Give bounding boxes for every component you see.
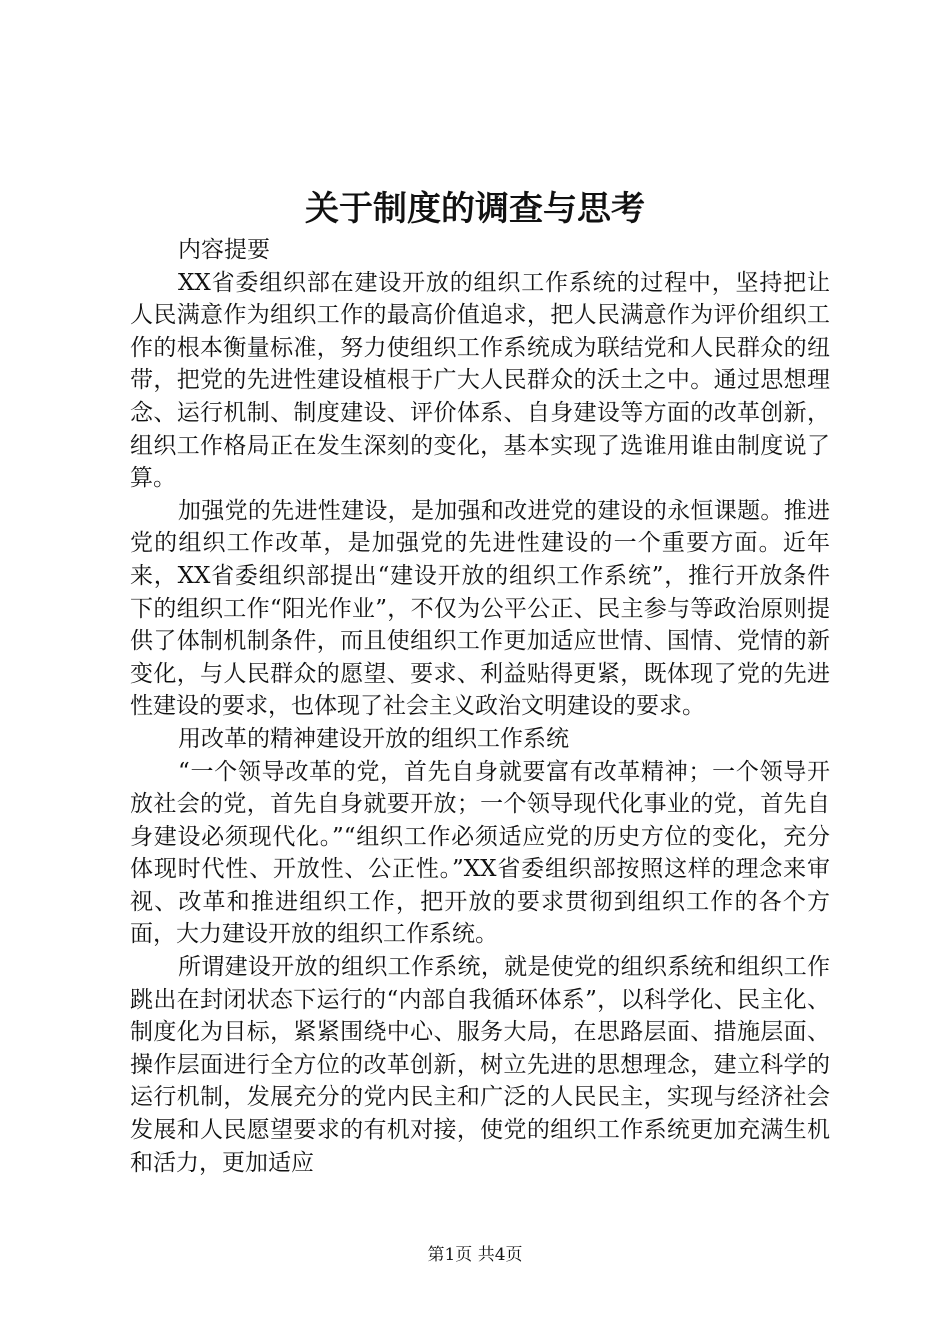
paragraph-summary-heading: 内容提要 [178,237,270,263]
paragraph-quote: “一个领导改革的党，首先自身就要富有改革精神；一个领导开放社会的党，首先自身就要开放；一个领导现代化事业的党，首先自身建设必须现代化。”“组织工作必须适应党的历史方位的变化，充分体现时代性、开放性、公正性。”XX省委组织部按照这样的理念来审视、改革和推进组织工作，把开放的要求贯彻到组织工作的各个方面，大力建设开放的组织工作系统。 [130,758,830,948]
paragraph-summary: XX省委组织部在建设开放的组织工作系统的过程中，坚持把让人民满意作为组织工作的最高价值追求，把人民满意作为评价组织工作的根本衡量标准，努力使组织工作系统成为联结党和人民群众的纽带，把党的先进性建设植根于广大人民群众的沃土之中。通过思想理念、运行机制、制度建设、评价体系、自身建设等方面的改革创新，组织工作格局正在发生深刻的变化，基本实现了选谁用谁由制度说了算。 [130,269,830,492]
paragraph-definition: 所谓建设开放的组织工作系统，就是使党的组织系统和组织工作跳出在封闭状态下运行的“内部自我循环体系”，以科学化、民主化、制度化为目标，紧紧围绕中心、服务大局，在思路层面、措施层面、操作层面进行全方位的改革创新，树立先进的思想理念，建立科学的运行机制，发展充分的党内民主和广泛的人民民主，实现与经济社会发展和人民愿望要求的有机对接，使党的组织工作系统更加充满生机和活力，更加适应 [130,954,830,1176]
document-body [130,234,830,1179]
page-footer: 第1页 共4页 [427,1245,523,1265]
paragraph-intro: 加强党的先进性建设，是加强和改进党的建设的永恒课题。推进党的组织工作改革，是加强党的先进性建设的一个重要方面。近年来，XX省委组织部提出“建设开放的组织工作系统”，推行开放条件下的组织工作“阳光作业”，不仅为公平公正、民主参与等政治原则提供了体制机制条件，而且使组织工作更加适应世情、国情、党情的新变化，与人民群众的愿望、要求、利益贴得更紧，既体现了党的先进性建设的要求，也体现了社会主义政治文明建设的要求。 [130,497,830,720]
paragraph-section-heading: 用改革的精神建设开放的组织工作系统 [178,725,569,752]
document-title: 关于制度的调查与思考 [305,189,645,229]
